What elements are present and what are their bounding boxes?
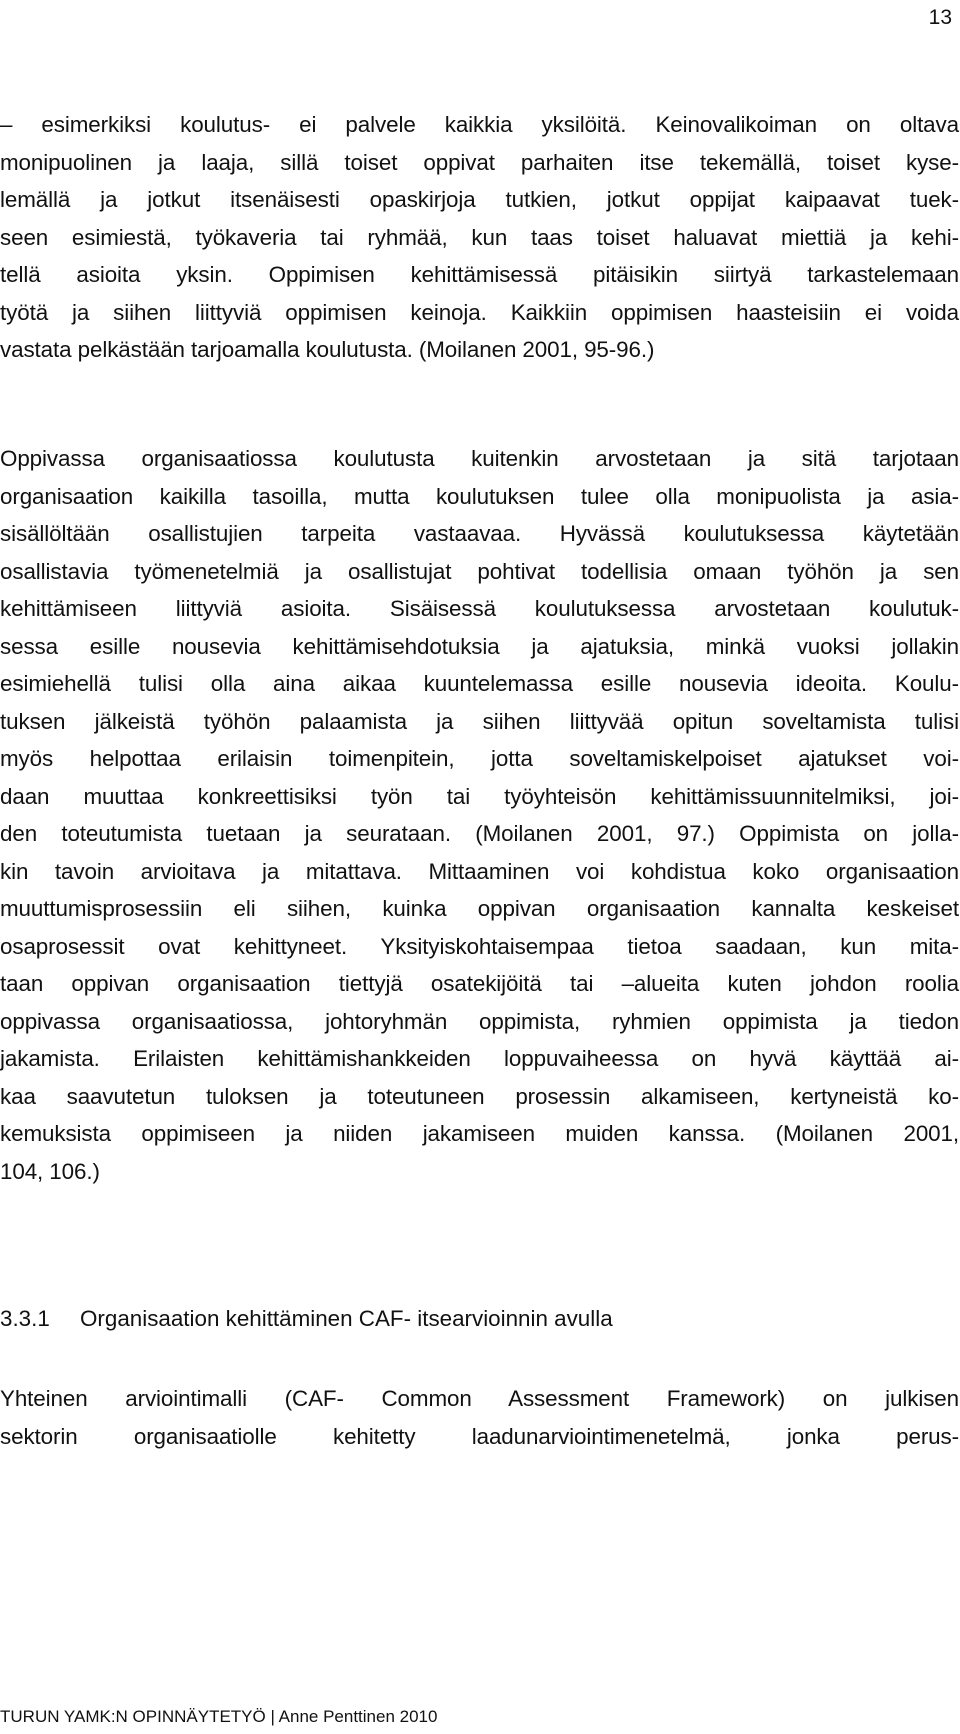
section-number: 3.3.1 [0, 1306, 50, 1331]
body-paragraph-1 [0, 106, 959, 369]
text-line: osallistavia työmenetelmiä ja osallistujat pohtivat todellisia omaan työhön ja sen [0, 558, 959, 584]
text-line: 104, 106.) [0, 1158, 100, 1184]
text-line: sisällöltään osallistujien tarpeita vastaavaa. Hyvässä koulutuksessa käytetään [0, 521, 959, 546]
section-heading [0, 1300, 613, 1338]
text-line: osaprosessit ovat kehittyneet. Yksityiskohtaisempaa tietoa saadaan, kun mita- [0, 933, 959, 959]
text-line: monipuolinen ja laaja, sillä toiset oppivat parhaiten itse tekemällä, toiset kyse- [0, 149, 959, 175]
text-line: tuksen jälkeistä työhön palaamista ja siihen liittyvää opitun soveltamista tulisi [0, 708, 959, 734]
body-paragraph-3 [0, 1380, 959, 1455]
text-line: myös helpottaa erilaisin toimenpitein, jotta soveltamiskelpoiset ajatukset voi- [0, 746, 959, 771]
page-footer: TURUN YAMK:N OPINNÄYTETYÖ | Anne Penttinen 2010 [0, 1707, 438, 1726]
body-paragraph-2 [0, 440, 959, 1190]
text-line: daan muuttaa konkreettisiksi työn tai työyhteisön kehittämissuunnitelmiksi, joi- [0, 783, 959, 809]
text-line: Yhteinen arviointimalli (CAF- Common Assessment Framework) on julkisen [0, 1386, 959, 1411]
text-line: – esimerkiksi koulutus- ei palvele kaikkia yksilöitä. Keinovalikoiman on oltava [0, 112, 959, 137]
text-line: vastata pelkästään tarjoamalla koulutusta. (Moilanen 2001, 95-96.) [0, 337, 655, 362]
text-line: kaa saavutetun tuloksen ja toteutuneen prosessin alkamiseen, kertyneistä ko- [0, 1083, 959, 1109]
text-line: esimiehellä tulisi olla aina aikaa kuuntelemassa esille nousevia ideoita. Koulu- [0, 671, 959, 696]
text-line: kemuksista oppimiseen ja niiden jakamiseen muiden kanssa. (Moilanen 2001, [0, 1121, 959, 1146]
text-line: kehittämiseen liittyviä asioita. Sisäisessä koulutuksessa arvostetaan koulutuk- [0, 596, 959, 621]
text-line: muuttumisprosessiin eli siihen, kuinka oppivan organisaation kannalta keskeiset [0, 896, 959, 921]
text-line: oppivassa organisaatiossa, johtoryhmän oppimista, ryhmien oppimista ja tiedon [0, 1008, 959, 1034]
text-line: jakamista. Erilaisten kehittämishankkeiden loppuvaiheessa on hyvä käyttää ai- [0, 1046, 959, 1071]
text-line: lemällä ja jotkut itsenäisesti opaskirjoja tutkien, jotkut oppijat kaipaavat tuek- [0, 187, 959, 212]
text-line: tellä asioita yksin. Oppimisen kehittämisessä pitäisikin siirtyä tarkastelemaan [0, 262, 959, 287]
section-title: Organisaation kehittäminen CAF- itsearvioinnin avulla [80, 1306, 613, 1331]
text-line: työtä ja siihen liittyviä oppimisen keinoja. Kaikkiin oppimisen haasteisiin ei voida [0, 299, 959, 325]
text-line: Oppivassa organisaatiossa koulutusta kuitenkin arvostetaan ja sitä tarjotaan [0, 446, 959, 471]
text-line: organisaation kaikilla tasoilla, mutta koulutuksen tulee olla monipuolista ja asia- [0, 483, 959, 509]
text-line: den toteutumista tuetaan ja seurataan. (Moilanen 2001, 97.) Oppimista on jolla- [0, 821, 959, 846]
text-line: seen esimiestä, työkaveria tai ryhmää, kun taas toiset haluavat miettiä ja kehi- [0, 224, 959, 250]
text-line: taan oppivan organisaation tiettyjä osatekijöitä tai –alueita kuten johdon roolia [0, 971, 959, 996]
text-line: sessa esille nousevia kehittämisehdotuksia ja ajatuksia, minkä vuoksi jollakin [0, 633, 959, 659]
page-number: 13 [928, 6, 952, 29]
text-line: sektorin organisaatiolle kehitetty laadunarviointimenetelmä, jonka perus- [0, 1423, 959, 1449]
text-line: kin tavoin arvioitava ja mitattava. Mittaaminen voi kohdistua koko organisaation [0, 858, 959, 884]
